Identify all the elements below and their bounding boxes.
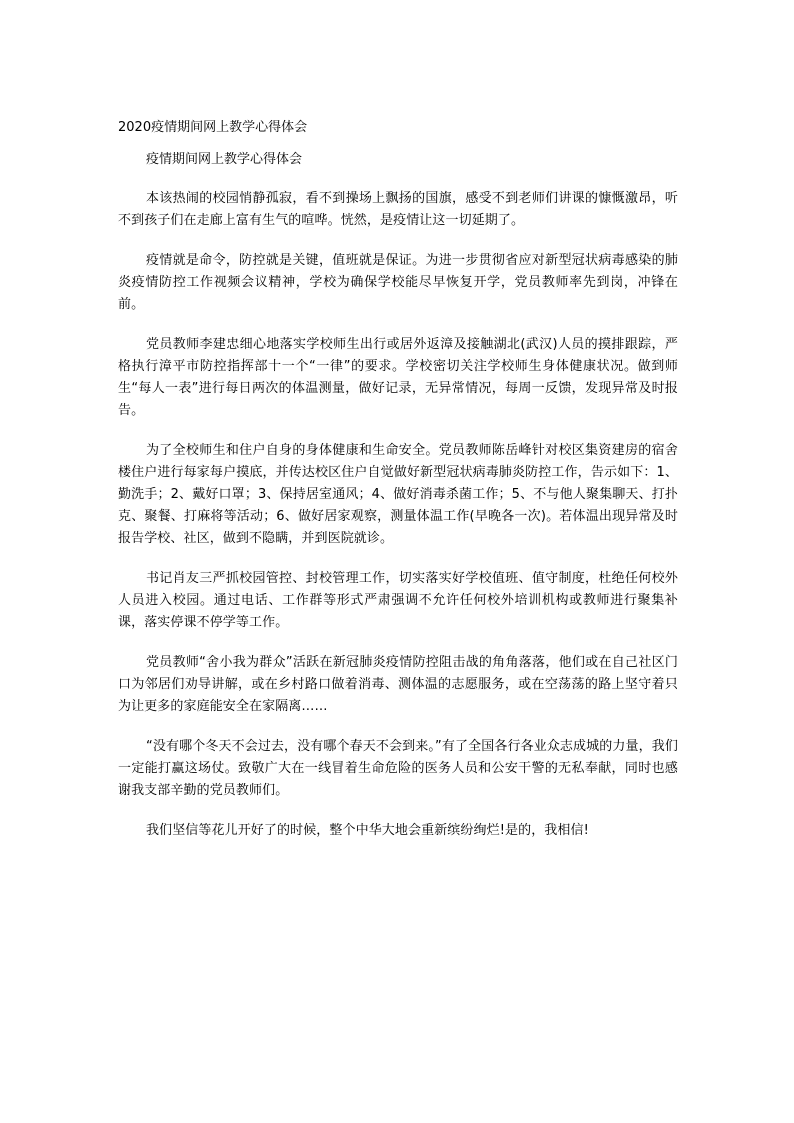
paragraph-7: “没有哪个冬天不会过去，没有哪个春天不会到来。”有了全国各行各业众志成城的力量，我们一定能打赢这场仗。致敬广大在一线冒着生命危险的医务人员和公安干警的无私奉献，同时也感谢我支部辛勤的党员教师们。	[118, 739, 678, 798]
paragraph-6: 党员教师“舍小我为群众”活跃在新冠肺炎疫情防控阻击战的角角落落，他们或在自己社区门口为邻居们劝导讲解，或在乡村路口做着消毒、测体温的志愿服务，或在空荡荡的路上坚守着只为让更多的家庭能安全在家隔离……	[118, 655, 678, 714]
paragraph-5: 书记肖友三严抓校园管控、封校管理工作，切实落实好学校值班、值守制度，杜绝任何校外人员进入校园。通过电话、工作群等形式严肃强调不允许任何校外培训机构或教师进行聚集补课，落实停课不停学等工作。	[118, 571, 678, 630]
paragraph-4: 为了全校师生和住户自身的身体健康和生命安全。党员教师陈岳峰针对校区集资建房的宿舍楼住户进行每家每户摸底，并传达校区住户自觉做好新型冠状病毒肺炎防控工作，告示如下：1、勤洗手；2、戴好口罩；3、保持居室通风；4、做好消毒杀菌工作；5、不与他人聚集聊天、打扑克、聚餐、打麻将等活动；6、做好居家观察，测量体温工作(早晚各一次)。若体温出现异常及时报告学校、社区，做到不隐瞒，并到医院就诊。	[118, 443, 678, 546]
document-subtitle: 疫情期间网上教学心得体会	[146, 152, 303, 167]
paragraph-1: 本该热闹的校园悄静孤寂，看不到操场上飘扬的国旗，感受不到老师们讲课的慷慨激昂，听不到孩子们在走廊上富有生气的喧哗。恍然，是疫情让这一切延期了。	[118, 191, 678, 228]
paragraph-3: 党员教师李建忠细心地落实学校师生出行或居外返漳及接触湖北(武汉)人员的摸排跟踪，严格执行漳平市防控指挥部十一个“一律”的要求。学校密切关注学校师生身体健康状况。做到师生“每人一表”进行每日两次的体温测量，做好记录，无异常情况，每周一反馈，发现异常及时报告。	[118, 337, 678, 418]
paragraph-8: 我们坚信等花儿开好了的时候，整个中华大地会重新缤纷绚烂!是的，我相信!	[146, 823, 589, 838]
document-title: 2020疫情期间网上教学心得体会	[118, 120, 308, 135]
paragraph-2: 疫情就是命令，防控就是关键，值班就是保证。为进一步贯彻省应对新型冠状病毒感染的肺炎疫情防控工作视频会议精神，学校为确保学校能尽早恢复开学，党员教师率先到岗，冲锋在前。	[118, 253, 678, 312]
document-body	[118, 118, 678, 842]
